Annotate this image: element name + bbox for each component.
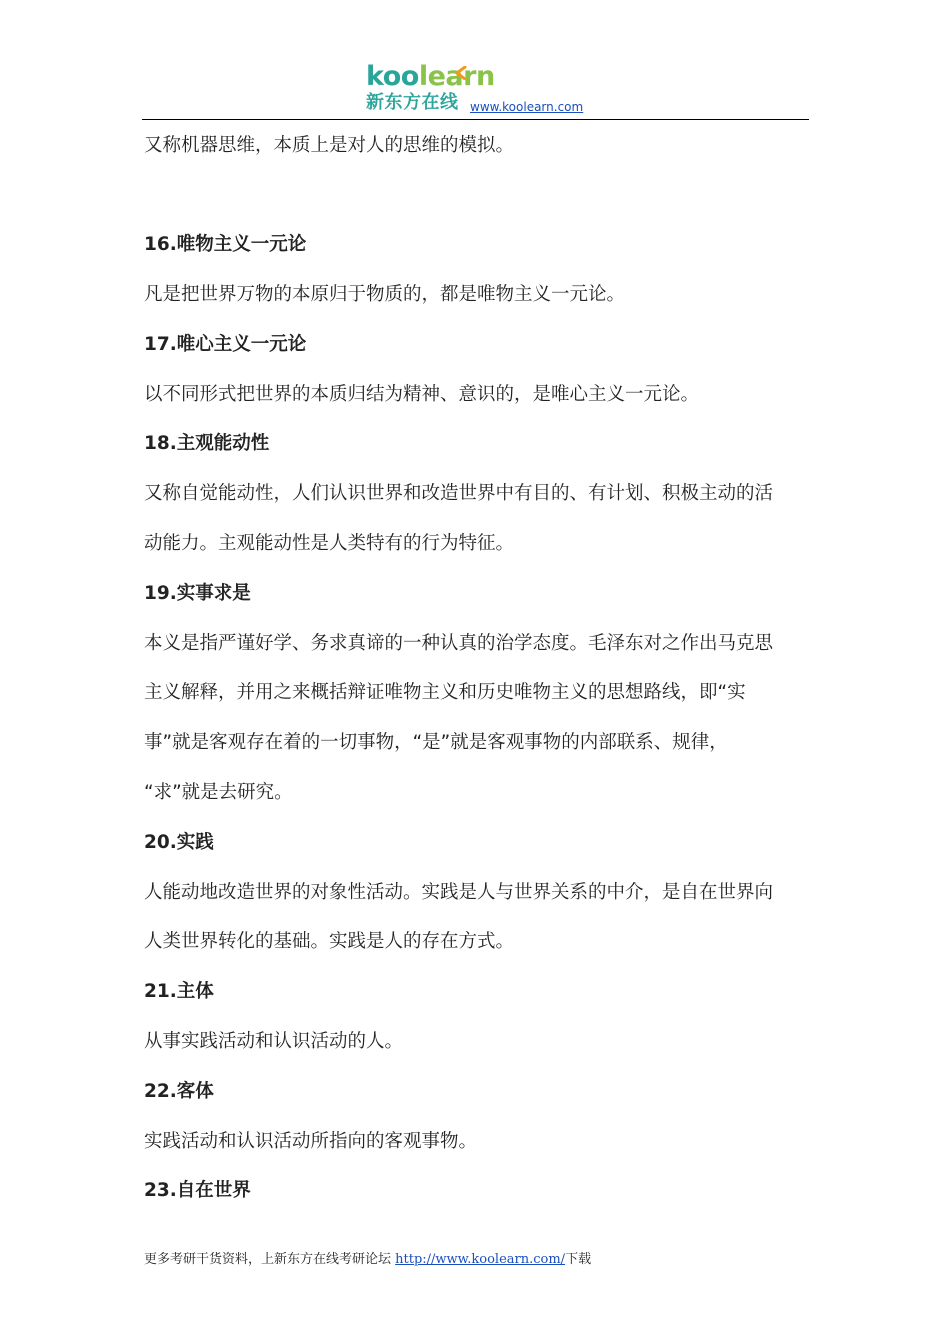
header-url-link[interactable]: www.koolearn.com — [470, 100, 584, 114]
paragraph-19-line-4: “求”就是去研究。 — [144, 782, 293, 803]
paragraph-18-line-1: 又称自觉能动性，人们认识世界和改造世界中有目的、有计划、积极主动的活 — [144, 483, 774, 504]
page-header — [0, 0, 950, 122]
paragraph-17: 以不同形式把世界的本质归结为精神、意识的，是唯心主义一元论。 — [144, 384, 700, 405]
paragraph-19-line-3: 事”就是客观存在着的一切事物，“是”就是客观事物的内部联系、规律， — [144, 732, 728, 753]
paragraph-19-line-1: 本义是指严谨好学、务求真谛的一种认真的治学态度。毛泽东对之作出马克思 — [144, 633, 774, 654]
paragraph-22: 实践活动和认识活动所指向的客观事物。 — [144, 1131, 478, 1152]
heading-17: 17.唯心主义一元论 — [144, 334, 307, 355]
heading-23: 23.自在世界 — [144, 1180, 251, 1201]
logo-chevron-icon — [452, 66, 468, 80]
koolearn-logo — [366, 63, 495, 90]
footer-link[interactable]: http://www.koolearn.com/ — [395, 1252, 566, 1267]
heading-20: 20.实践 — [144, 832, 214, 853]
heading-16: 16.唯物主义一元论 — [144, 234, 307, 255]
heading-22: 22.客体 — [144, 1081, 214, 1102]
page-footer — [144, 1248, 591, 1267]
footer-suffix: 下载 — [565, 1252, 592, 1267]
logo-text-koo: koo — [366, 61, 419, 92]
paragraph-16: 凡是把世界万物的本原归于物质的，都是唯物主义一元论。 — [144, 284, 626, 305]
heading-21: 21.主体 — [144, 981, 214, 1002]
intro-paragraph: 又称机器思维，本质上是对人的思维的模拟。 — [144, 135, 515, 156]
paragraph-20-line-2: 人类世界转化的基础。实践是人的存在方式。 — [144, 931, 515, 952]
paragraph-19-line-2: 主义解释，并用之来概括辩证唯物主义和历史唯物主义的思想路线，即“实 — [144, 682, 746, 703]
header-divider — [142, 119, 809, 120]
heading-19: 19.实事求是 — [144, 583, 251, 604]
paragraph-18-line-2: 动能力。主观能动性是人类特有的行为特征。 — [144, 533, 515, 554]
heading-18: 18.主观能动性 — [144, 433, 270, 454]
logo-text-learn: learn — [418, 61, 495, 92]
footer-text: 更多考研干货资料，上新东方在线考研论坛 — [144, 1252, 396, 1267]
logo-chinese-name: 新东方在线 — [366, 92, 459, 113]
paragraph-21: 从事实践活动和认识活动的人。 — [144, 1031, 404, 1052]
paragraph-20-line-1: 人能动地改造世界的对象性活动。实践是人与世界关系的中介，是自在世界向 — [144, 882, 774, 903]
